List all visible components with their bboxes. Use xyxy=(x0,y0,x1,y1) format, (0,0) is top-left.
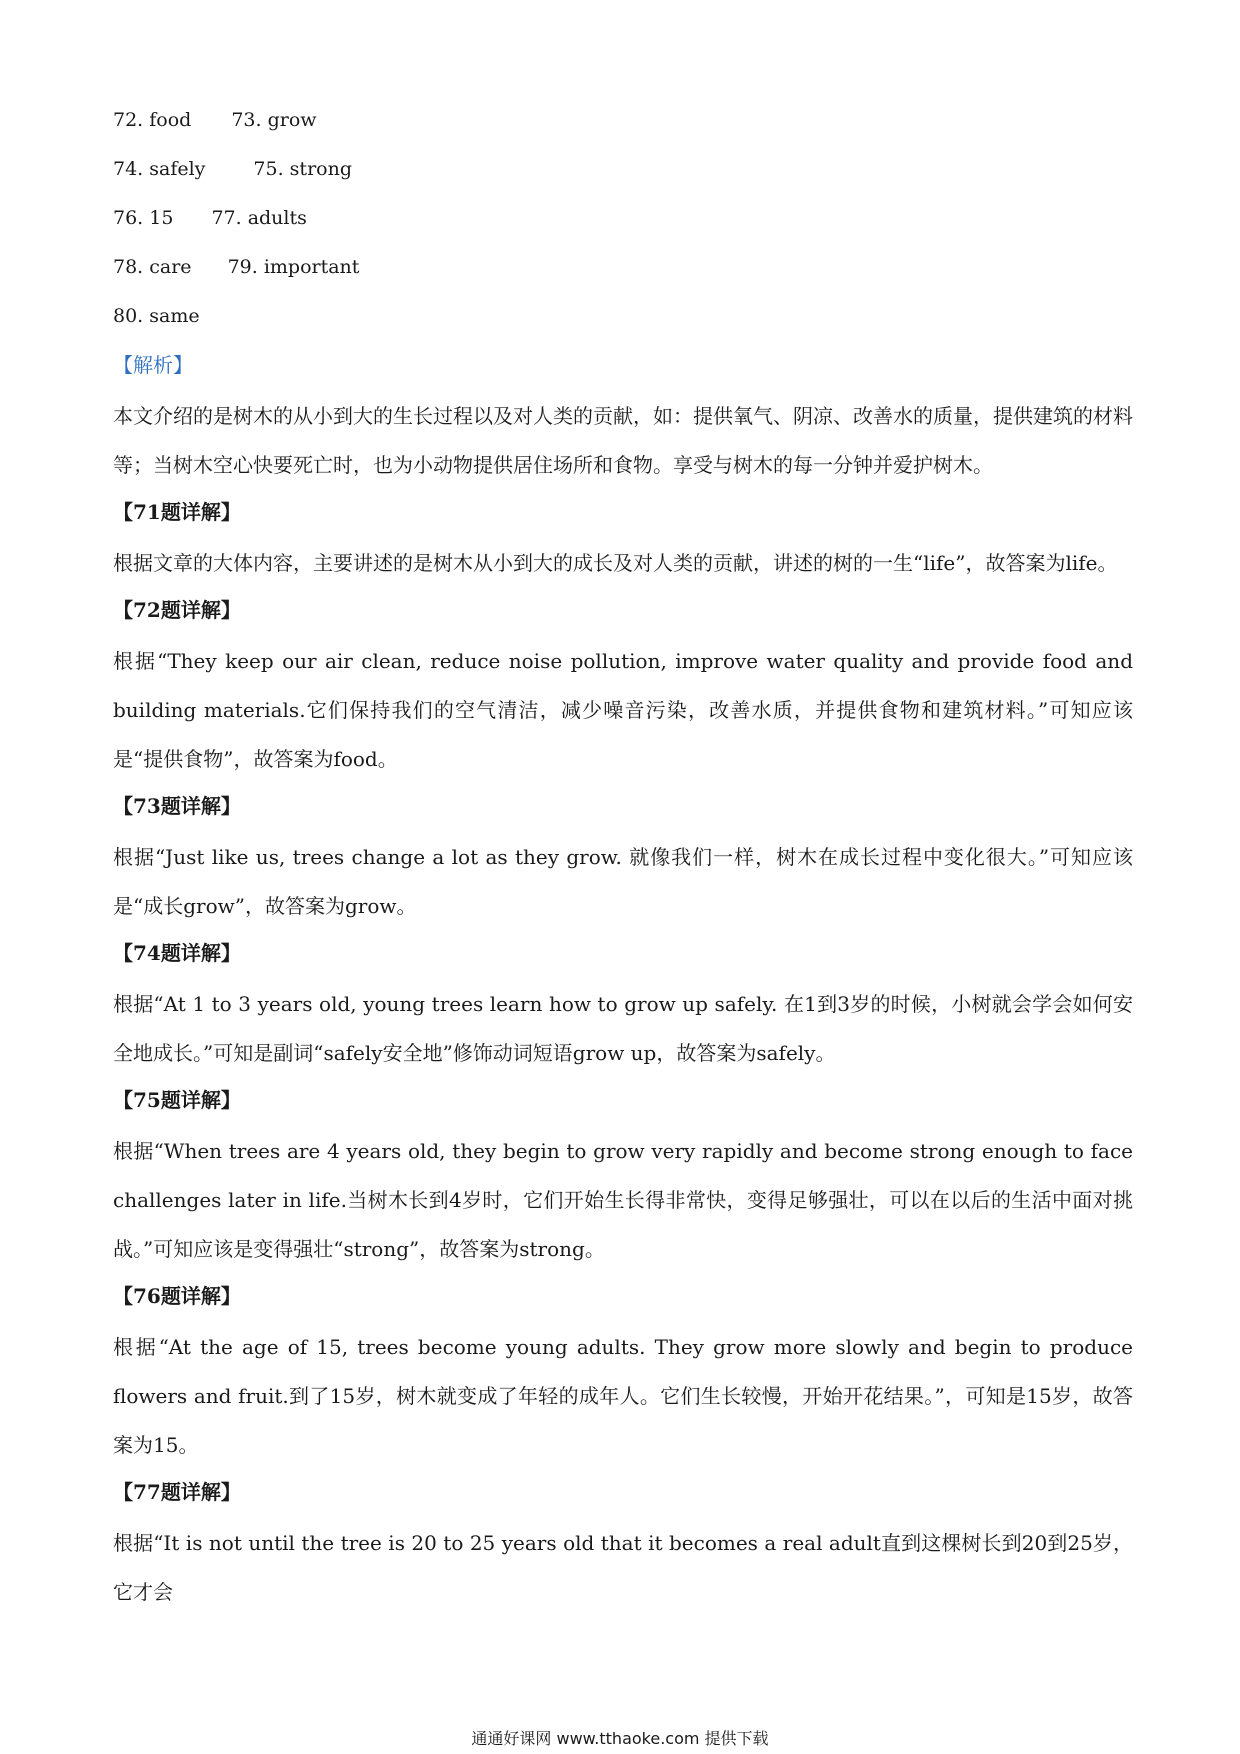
answer-item: 80. same xyxy=(113,305,200,327)
page-footer: 通通好课网 www.tthaoke.com 提供下载 xyxy=(471,1729,769,1748)
answer-row xyxy=(113,245,1133,294)
detail-text: 根据“They keep our air clean, reduce noise pollution, improve water quality and provide food and building materials.它们保持我们的空气清洁，减少噪音污染，改善水质，并提供食物和建筑材料。”可知应该是“提供食物”，故答案为food。 xyxy=(113,649,1133,771)
answer-item: 76. 15 xyxy=(113,207,174,229)
detail-heading: 【75题详解】 xyxy=(113,1088,241,1112)
answer-row xyxy=(113,98,1133,147)
detail-sections xyxy=(113,490,1133,1617)
detail-heading: 【72题详解】 xyxy=(113,598,241,622)
answer-item: 73. grow xyxy=(231,109,317,131)
detail-heading: 【71题详解】 xyxy=(113,500,241,524)
analysis-heading: 【解析】 xyxy=(113,353,193,377)
detail-heading: 【76题详解】 xyxy=(113,1284,241,1308)
detail-heading: 【73题详解】 xyxy=(113,794,241,818)
detail-text: 根据“Just like us, trees change a lot as they grow. 就像我们一样，树木在成长过程中变化很大。”可知应该是“成长grow”，故答案为grow。 xyxy=(113,845,1133,918)
answer-item: 75. strong xyxy=(253,158,352,180)
answer-item: 77. adults xyxy=(211,207,307,229)
answer-item: 72. food xyxy=(113,109,192,131)
answer-row xyxy=(113,147,1133,196)
detail-text: 根据“At the age of 15, trees become young adults. They grow more slowly and begin to produce flowers and fruit.到了15岁，树木就变成了年轻的成年人。它们生长较慢，开始开花结果。”，可知是15岁，故答案为15。 xyxy=(113,1335,1133,1457)
answer-row xyxy=(113,196,1133,245)
answer-item: 74. safely xyxy=(113,158,206,180)
detail-text: 根据文章的大体内容，主要讲述的是树木从小到大的成长及对人类的贡献，讲述的树的一生“life”，故答案为life。 xyxy=(113,551,1118,575)
detail-text: 根据“At 1 to 3 years old, young trees learn how to grow up safely. 在1到3岁的时候，小树就会学会如何安全地成长。”可知是副词“safely安全地”修饰动词短语grow up，故答案为safely。 xyxy=(113,992,1133,1065)
answer-item: 79. important xyxy=(227,256,360,278)
answer-item: 78. care xyxy=(113,256,192,278)
answer-list xyxy=(113,98,1133,343)
detail-heading: 【77题详解】 xyxy=(113,1480,241,1504)
detail-heading: 【74题详解】 xyxy=(113,941,241,965)
answer-row xyxy=(113,294,1133,343)
detail-text: 根据“When trees are 4 years old, they begin to grow very rapidly and become strong enough to face challenges later in life.当树木长到4岁时，它们开始生长得非常快，变得足够强壮，可以在以后的生活中面对挑战。”可知应该是变得强壮“strong”，故答案为strong。 xyxy=(113,1139,1133,1261)
document-page xyxy=(113,98,1133,1617)
detail-text: 根据“It is not until the tree is 20 to 25 years old that it becomes a real adult直到这棵树长到20到25岁，它才会 xyxy=(113,1531,1133,1604)
analysis-summary: 本文介绍的是树木的从小到大的生长过程以及对人类的贡献，如：提供氧气、阴凉、改善水的质量，提供建筑的材料等；当树木空心快要死亡时，也为小动物提供居住场所和食物。享受与树木的每一分钟并爱护树木。 xyxy=(113,404,1133,477)
